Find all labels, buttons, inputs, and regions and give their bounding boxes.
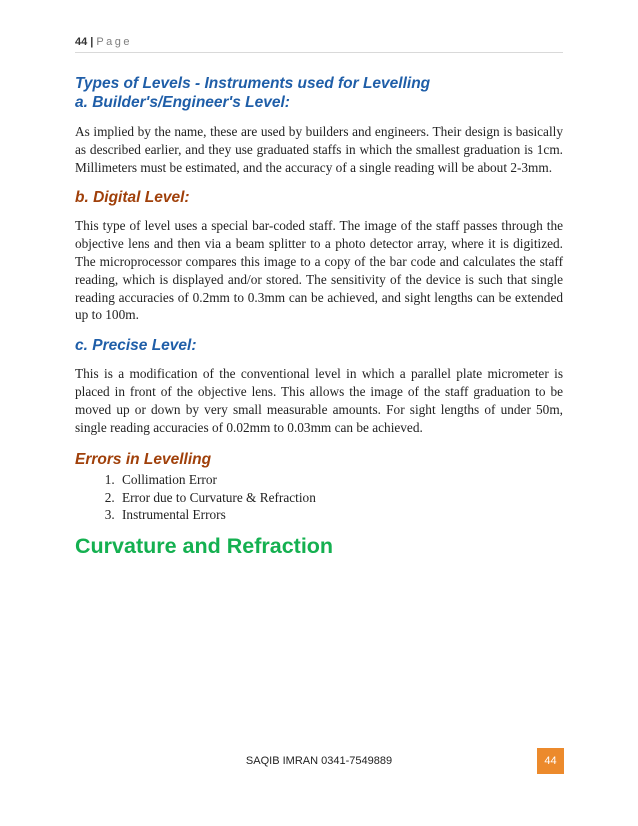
page-content	[75, 74, 563, 559]
page-header	[75, 36, 563, 53]
footer-page-number: 44	[537, 748, 564, 774]
errors-list	[75, 471, 563, 524]
errors-heading: Errors in Levelling	[75, 451, 212, 469]
list-item: 2. Error due to Curvature & Refraction	[118, 489, 563, 507]
level-heading-precise: c. Precise Level:	[75, 337, 197, 355]
level-heading-builders: a. Builder's/Engineer's Level:	[75, 94, 290, 111]
level-text-digital: This type of level uses a special bar-coded staff. The image of the staff passes through the objective lens and then via a beam splitter to a photo detector array, where it is digitized. The microprocessor compares this image to a copy of the bar code and calculates the staff reading, which is displayed and/or stored. The sensitivity of the device is such that single reading accuracies of 0.2mm to 0.3mm can be achieved, and sight lengths can be extended up to 100m.	[75, 218, 563, 323]
header-page-number: 44	[75, 36, 88, 48]
header-page-word: Page	[96, 36, 133, 48]
header-separator: |	[90, 36, 94, 48]
list-item: 1. Collimation Error	[118, 471, 563, 489]
footer-author: SAQIB IMRAN 0341-7549889	[245, 755, 393, 767]
level-heading-digital: b. Digital Level:	[75, 189, 190, 207]
list-item: 3. Instrumental Errors	[118, 506, 563, 524]
section-title: Types of Levels - Instruments used for Levelling	[75, 75, 431, 92]
main-heading: Curvature and Refraction	[75, 533, 334, 558]
level-text-precise: This is a modification of the conventional level in which a parallel plate micrometer is placed in front of the objective lens. This allows the image of the staff graduation to be moved up or down by very small measurable amounts. For sight lengths of under 50m, single reading accuracies of 0.02mm to 0.03mm can be achieved.	[75, 366, 563, 435]
level-text-builders: As implied by the name, these are used by builders and engineers. Their design is basically as described earlier, and they use graduated staffs in which the smallest graduation is 1cm. Millimeters must be estimated, and the accuracy of a single reading will be about 2-3mm.	[75, 124, 563, 175]
